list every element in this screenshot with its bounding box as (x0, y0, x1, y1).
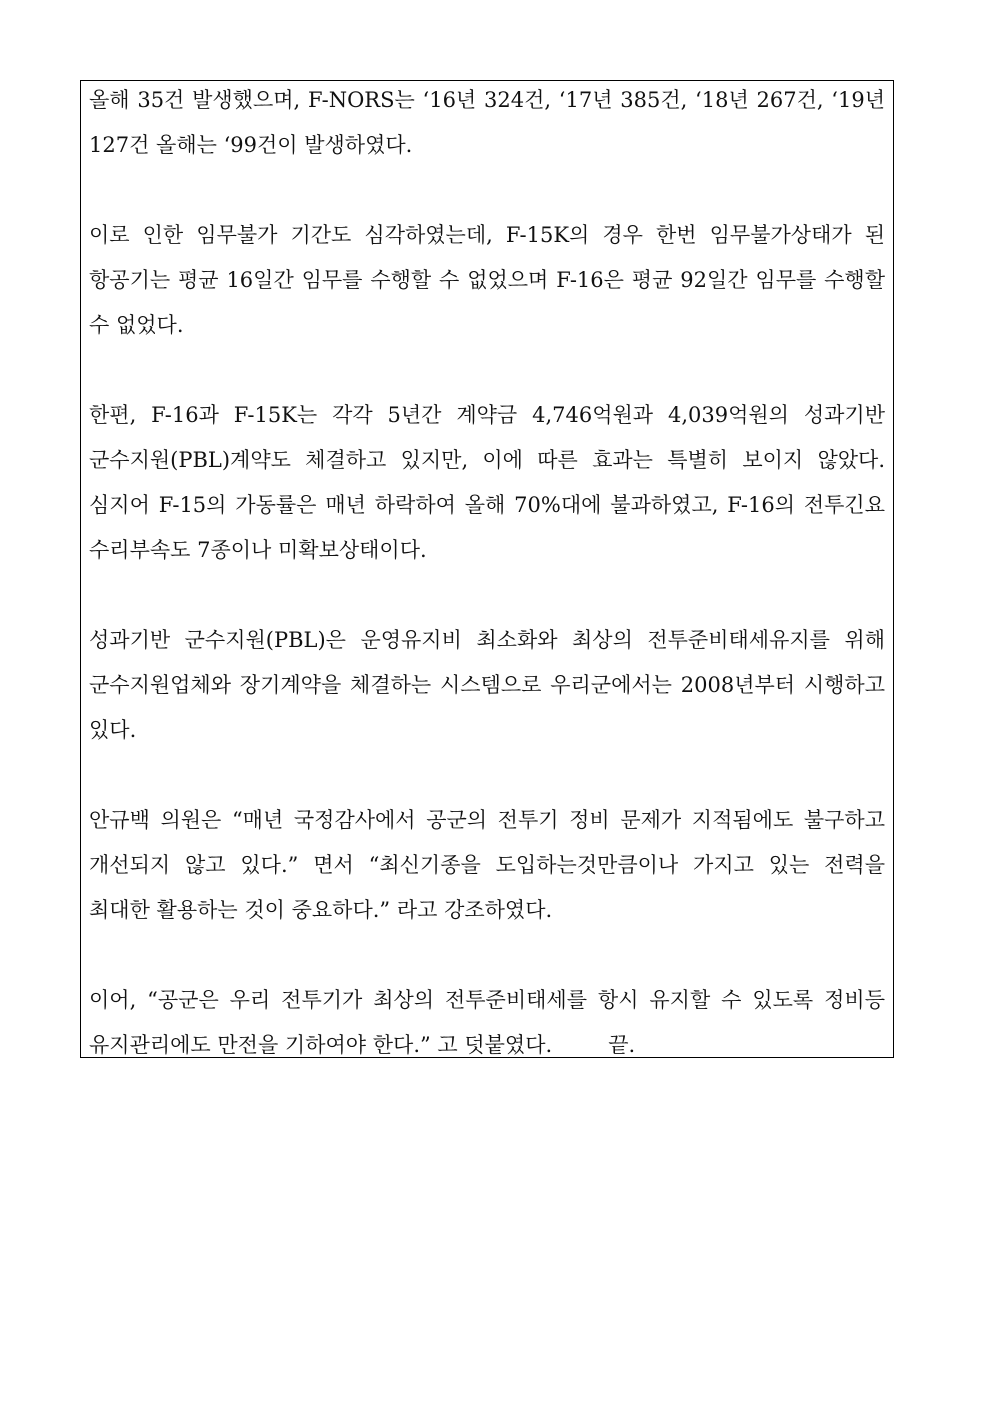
paragraph-6 (89, 978, 885, 1068)
paragraph-1: 올해 35건 발생했으며, F-NORS는 ‘16년 324건, ‘17년 385건, ‘18년 267건, ‘19년 127건 올해는 ‘99건이 발생하였다. (89, 88, 885, 157)
paragraph-5: 안규백 의원은 “매년 국정감사에서 공군의 전투기 정비 문제가 지적됨에도 불구하고 개선되지 않고 있다.” 면서 “최신기종을 도입하는것만큼이나 가지고 있는 전력을 최대한 활용하는 것이 중요하다.” 라고 강조하였다. (89, 808, 885, 922)
end-mark: 끝. (608, 1033, 636, 1057)
paragraph-3: 한편, F-16과 F-15K는 각각 5년간 계약금 4,746억원과 4,039억원의 성과기반 군수지원(PBL)계약도 체결하고 있지만, 이에 따른 효과는 특별히 보이지 않았다. 심지어 F-15의 가동률은 매년 하락하여 올해 70%대에 불과하였고, F-16의 전투긴요 수리부속도 7종이나 미확보상태이다. (89, 403, 885, 562)
paragraph-4: 성과기반 군수지원(PBL)은 운영유지비 최소화와 최상의 전투준비태세유지를 위해 군수지원업체와 장기계약을 체결하는 시스템으로 우리군에서는 2008년부터 시행하고 있다. (89, 628, 885, 742)
paragraph-2: 이로 인한 임무불가 기간도 심각하였는데, F-15K의 경우 한번 임무불가상태가 된 항공기는 평균 16일간 임무를 수행할 수 없었으며 F-16은 평균 92일간 임무를 수행할 수 없었다. (89, 223, 885, 337)
press-release-text-box (80, 80, 894, 1058)
paragraph-6-text: 이어, “공군은 우리 전투기가 최상의 전투준비태세를 항시 유지할 수 있도록 정비등 유지관리에도 만전을 기하여야 한다.” 고 덧붙였다. (89, 988, 885, 1057)
